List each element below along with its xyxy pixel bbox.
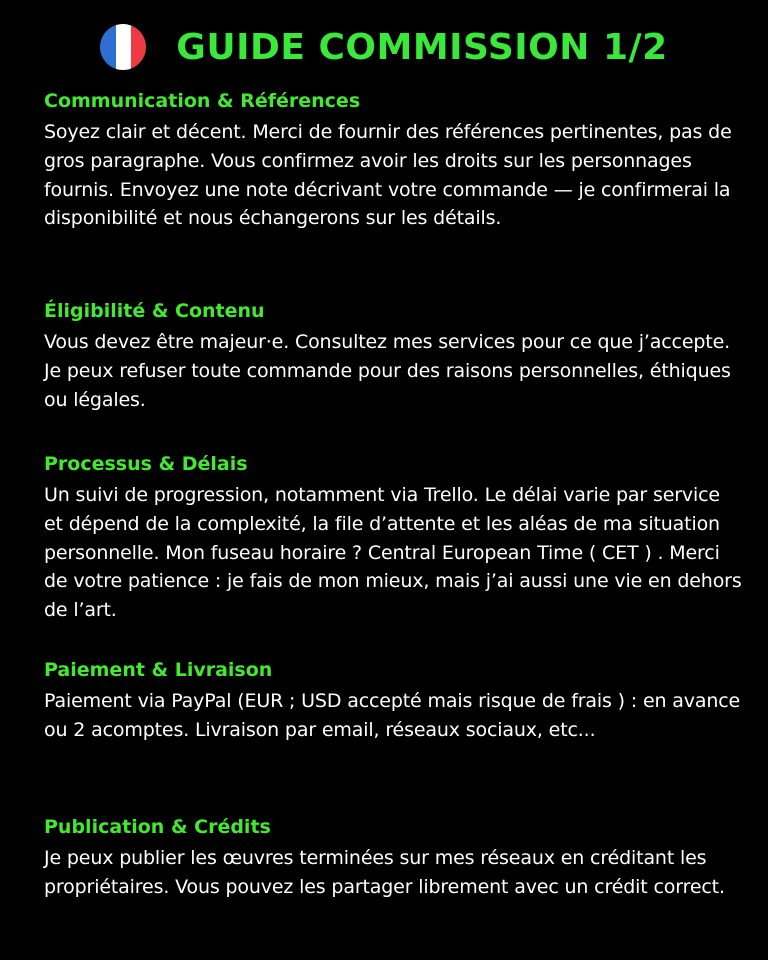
- section-body: Paiement via PayPal (EUR ; USD accepté mais risque de frais ) : en avance ou 2 acomptes. Livraison par email, réseaux sociaux, etc...: [44, 690, 741, 741]
- section-body: Je peux publier les œuvres terminées sur mes réseaux en créditant les propriétaires. Vous pouvez les partager librement avec un crédit correct.: [44, 847, 725, 898]
- page-header: [0, 20, 768, 74]
- france-flag-icon: [100, 24, 146, 70]
- section-body: Vous devez être majeur·e. Consultez mes services pour ce que j’accepte. Je peux refuser toute commande pour des raisons personnelles, éthiques ou légales.: [44, 331, 731, 411]
- section-payment: [44, 658, 744, 745]
- section-process: [44, 452, 744, 625]
- page-title: GUIDE COMMISSION 1/2: [176, 26, 668, 68]
- section-body: Un suivi de progression, notamment via Trello. Le délai varie par service et dépend de la complexité, la file d’attente et les aléas de ma situation personnelle. Mon fuseau horaire ? Central European Time ( CET ) . Merci de votre patience : je fais de mon mieux, mais j’ai aussi une vie en dehors de l’art.: [44, 484, 742, 622]
- section-title: Publication & Crédits: [44, 816, 271, 838]
- section-publication: [44, 815, 744, 902]
- section-body: Soyez clair et décent. Merci de fournir des références pertinentes, pas de gros paragraphe. Vous confirmez avoir les droits sur les personnages fournis. Envoyez une note décrivant votre commande — je confirmerai la disponibilité et nous échangerons sur les détails.: [44, 121, 732, 230]
- section-communication: [44, 89, 744, 233]
- section-eligibility: [44, 299, 744, 414]
- section-title: Processus & Délais: [44, 453, 248, 475]
- section-title: Éligibilité & Contenu: [44, 300, 265, 322]
- section-title: Paiement & Livraison: [44, 659, 273, 681]
- section-title: Communication & Références: [44, 90, 361, 112]
